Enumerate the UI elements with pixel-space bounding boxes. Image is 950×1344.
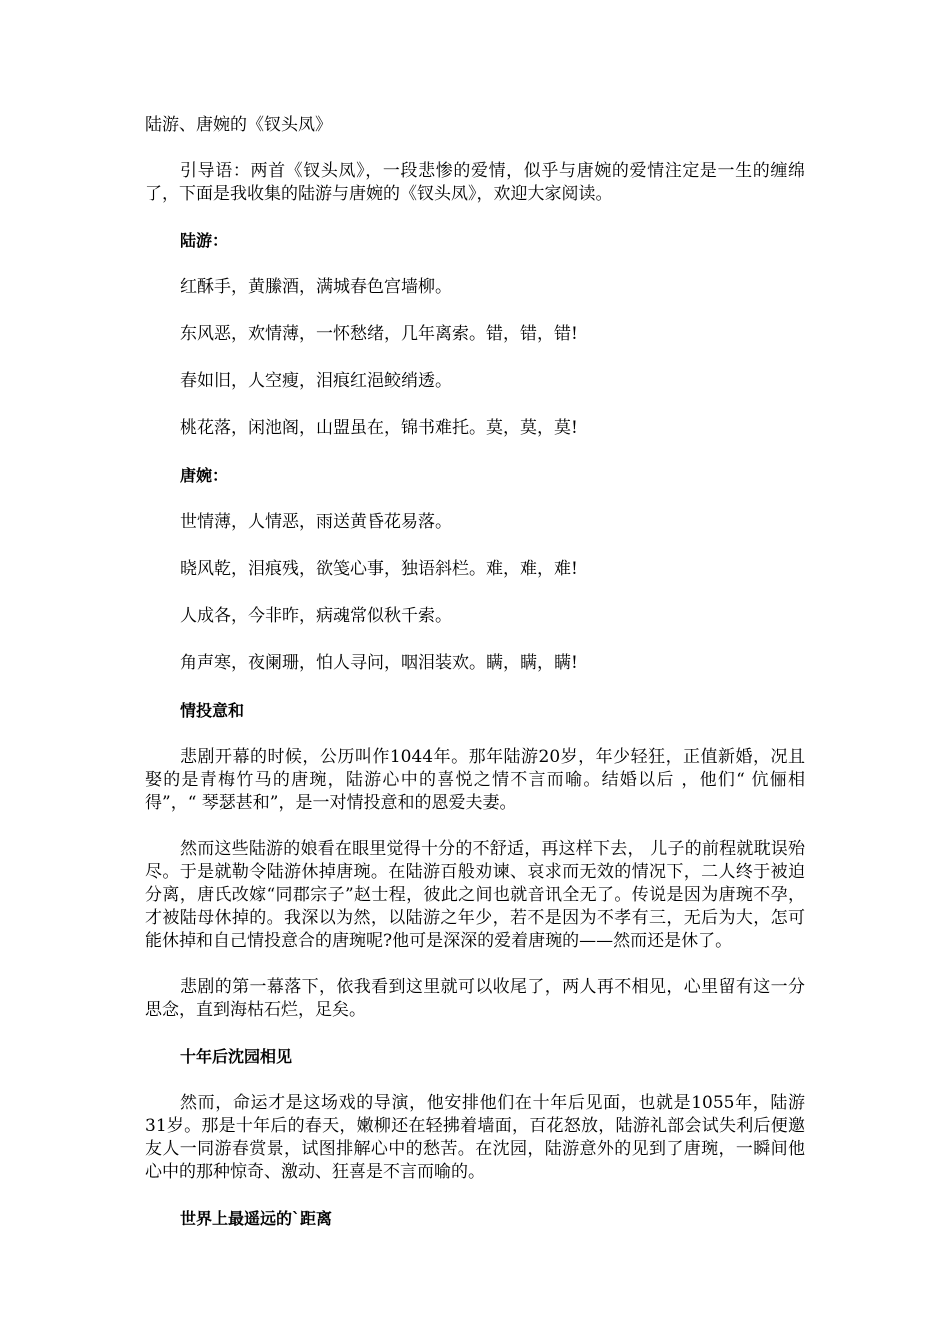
section-heading-qingtouyihe: 情投意和: [180, 701, 245, 720]
tang-wan-poem-line: 人成各，今非昨，病魂常似秋千索。: [180, 606, 452, 626]
document-title: 陆游、唐婉的《钗头凤》: [145, 115, 332, 135]
tang-wan-poem-line: 角声寒，夜阑珊，怕人寻问，咽泪装欢。瞒，瞒，瞒!: [180, 653, 578, 673]
body-paragraph: 悲剧开幕的时候，公历叫作1044年。那年陆游20岁，年少轻狂，正值新婚，况且娶的是青梅竹马的唐琬，陆游心中的喜悦之情不言而喻。结婚以后 ，他们“ 伉俪相得”，“ 琴瑟甚和”，是一对情投意和的恩爱夫妻。: [145, 747, 805, 813]
lu-you-poem-line: 红酥手，黄縢酒，满城春色宫墙柳。: [180, 277, 452, 297]
section-heading-shenyuan: 十年后沈园相见: [180, 1047, 293, 1066]
body-paragraph: 然而这些陆游的娘看在眼里觉得十分的不舒适，再这样下去， 儿子的前程就耽误殆尽。于是就勒令陆游休掉唐琬。在陆游百般劝谏、哀求而无效的情况下，二人终于被迫分离，唐氏改嫁“同郡宗子”赵士程，彼此之间也就音讯全无了。传说是因为唐琬不孕，才被陆母休掉的。我深以为然，以陆游之年少，若不是因为不孝有三，无后为大，怎可能休掉和自己情投意合的唐琬呢?他可是深深的爱着唐琬的——然而还是休了。: [145, 839, 805, 951]
tang-wan-poem-line: 晓风乾，泪痕残，欲笺心事，独语斜栏。难，难，难!: [180, 559, 578, 579]
tang-wan-poem-line: 世情薄，人情恶，雨送黄昏花易落。: [180, 512, 452, 532]
intro-paragraph: 引导语：两首《钗头凤》，一段悲惨的爱情，似乎与唐婉的爱情注定是一生的缠绵了，下面是我收集的陆游与唐婉的《钗头凤》，欢迎大家阅读。: [145, 161, 805, 204]
body-paragraph: 然而，命运才是这场戏的导演，他安排他们在十年后见面，也就是1055年，陆游31岁。那是十年后的春天，嫩柳还在轻拂着墙面，百花怒放，陆游礼部会试失利后便邀友人一同游春赏景，试图排解心中的愁苦。在沈园，陆游意外的见到了唐琬，一瞬间他心中的那种惊奇、激动、狂喜是不言而喻的。: [145, 1093, 805, 1182]
lu-you-poem-line: 桃花落，闲池阁，山盟虽在，锦书难托。莫，莫，莫!: [180, 418, 578, 438]
body-paragraph: 悲剧的第一幕落下，依我看到这里就可以收尾了，两人再不相见，心里留有这一分思念，直到海枯石烂，足矣。: [145, 977, 805, 1020]
document-page: [145, 112, 805, 1254]
lu-you-heading: 陆游：: [180, 231, 229, 250]
section-heading-farthest-distance: 世界上最遥远的`距离: [180, 1209, 333, 1228]
tang-wan-heading: 唐婉：: [180, 466, 229, 485]
lu-you-poem-line: 东风恶，欢情薄，一怀愁绪，几年离索。错，错，错!: [180, 324, 578, 344]
lu-you-poem-line: 春如旧，人空瘦，泪痕红浥鲛绡透。: [180, 371, 452, 391]
